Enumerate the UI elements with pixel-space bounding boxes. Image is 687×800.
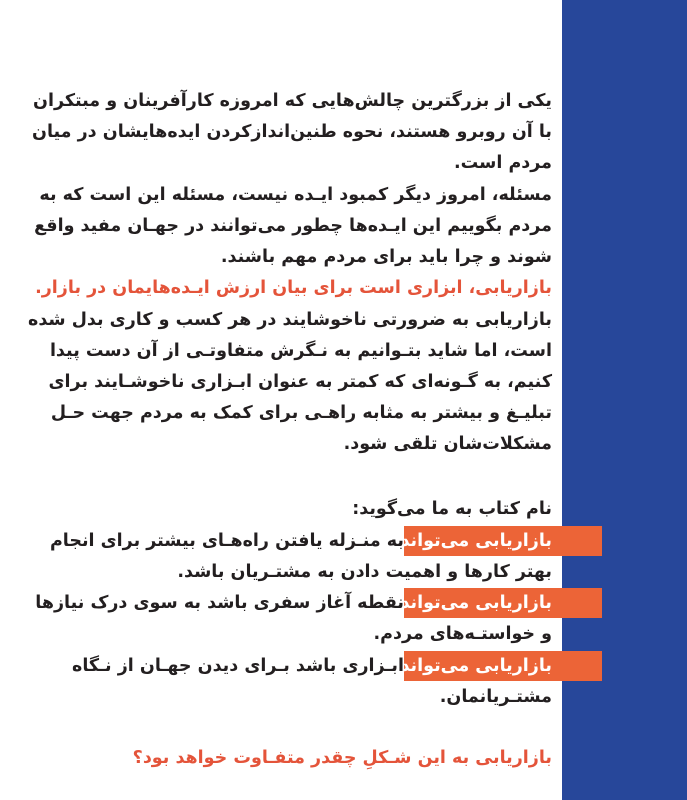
text-line: نقطه آغاز سفری باشد به سوی درک نیازها (35, 593, 404, 613)
text-line: با آن روبرو هستند، نحوه طنین‌اندازکردن ایده‌هایشان در میان (32, 122, 552, 142)
text-line: است، اما شاید بتـوانیم به نـگرش متفاوتـی از آن دست پیدا (49, 341, 552, 361)
text-line: شوند و چرا باید برای مردم مهم باشند. (220, 247, 552, 267)
text-line: مشکلات‌شان تلقی شود. (343, 434, 552, 454)
text-line: به منـزله یافتن راه‌هـای بیشتر برای انجام (49, 531, 404, 551)
text-line: بهتر کارها و اهمیت دادن به مشتـریان باشد. (177, 562, 552, 582)
text-line: بازاریابی به این شـکلِ چقدر متفـاوت خواهد بود؟ (132, 748, 552, 768)
text-line: بازاریابی، ابزاری است برای بیان ارزش ایـده‌هایمان در بازار. (35, 278, 552, 298)
text-line: مشتـریانمان. (439, 687, 552, 707)
text-line: بازاریابی به ضرورتی ناخوشایند در هر کسب و کاری بدل شده (27, 310, 552, 330)
text-line: مردم است. (453, 153, 552, 173)
text-line: ابـزاری باشد بـرای دیدن جهـان از نـگاه (72, 656, 404, 676)
text-line: کنیم، به گـونه‌ای که کمتر به عنوان ابـزاری ناخوشـایند برای (48, 372, 552, 392)
highlight-label: بازاریابی می‌تواند (400, 531, 552, 551)
text-line: مردم بگوییم این ایـده‌ها چطور می‌توانند در جهـان مفید واقع (34, 216, 552, 236)
highlight-label: بازاریابی می‌تواند (400, 593, 552, 613)
text-line: نام کتاب به ما می‌گوید: (352, 499, 552, 519)
text-line: مسئله، امروز دیگر کمبود ایـده نیست، مسئله این است که به (39, 185, 552, 205)
highlight-label: بازاریابی می‌تواند (400, 656, 552, 676)
text-line: تبلیـغ و بیشتر به مثابه راهـی برای کمک به مردم جهت حـل (50, 403, 552, 423)
text-line: یکی از بزرگترین چالش‌هایی که امروزه کارآفرینان و مبتکران (33, 91, 552, 111)
text-line: و خواستـه‌های مردم. (373, 624, 552, 644)
